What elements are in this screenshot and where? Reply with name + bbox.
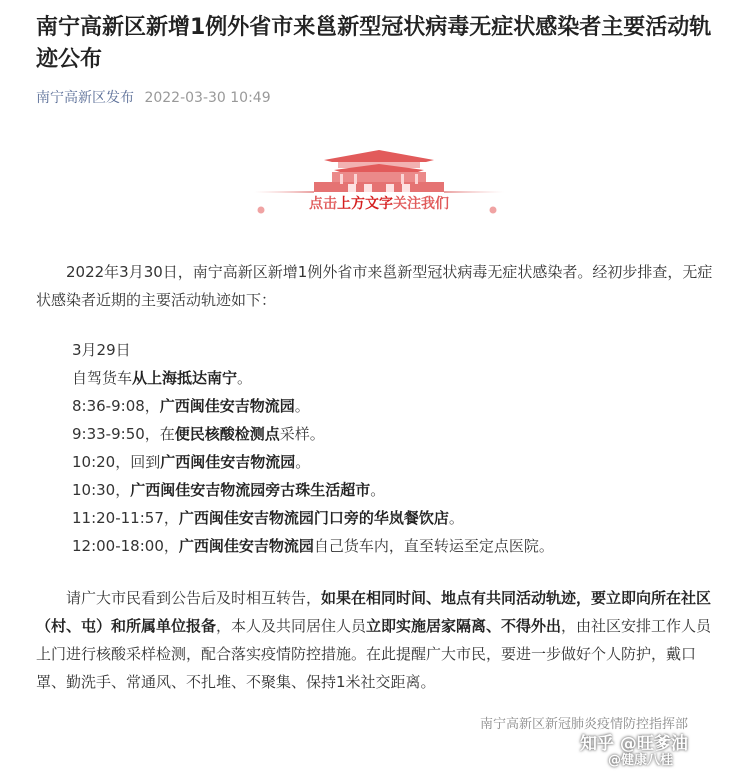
zhihu-watermark: 知乎 @旺爹油 (580, 734, 688, 754)
weibo-watermark: @健康八桂 (608, 753, 674, 768)
timeline-date: 3月29日 (72, 341, 131, 359)
article-meta (36, 88, 271, 108)
timeline-item: 自驾货车从上海抵达南宁。 (72, 369, 253, 387)
activity-timeline (72, 336, 716, 560)
timeline-item: 12:00-18:00，广西闽佳安吉物流园自己货车内，直至转运至定点医院。 (72, 537, 554, 555)
follow-banner[interactable] (254, 146, 504, 228)
timeline-item: 11:20-11:57，广西闽佳安吉物流园门口旁的华岚餐饮店。 (72, 509, 464, 527)
building-silhouette-icon (254, 146, 504, 194)
intro-paragraph: 2022年3月30日，南宁高新区新增1例外省市来邕新型冠状病毒无症状感染者。经初步排查，无症状感染者近期的主要活动轨迹如下： (36, 263, 713, 309)
notice-paragraph: 请广大市民看到公告后及时相互转告，如果在相同时间、地点有共同活动轨迹，要立即向所在社区（村、屯）和所属单位报备，本人及共同居住人员立即实施居家隔离、不得外出，由社区安排工作人员上门进行核酸采样检测，配合落实疫情防控措施。在此提醒广大市民，要进一步做好个人防护，戴口罩、勤洗手、常通风、不扎堆、不聚集、保持1米社交距离。 (36, 589, 712, 691)
timeline-item: 10:30，广西闽佳安吉物流园旁古珠生活超市。 (72, 481, 386, 499)
publish-date: 2022-03-30 10:49 (144, 90, 271, 106)
issuing-department: 南宁高新区新冠肺炎疫情防控指挥部 (480, 717, 689, 732)
timeline-item: 8:36-9:08，广西闽佳安吉物流园。 (72, 397, 310, 415)
timeline-item: 10:20，回到广西闽佳安吉物流园。 (72, 453, 311, 471)
timeline-item: 9:33-9:50，在便民核酸检测点采样。 (72, 425, 325, 443)
source-account-link[interactable]: 南宁高新区发布 (36, 90, 134, 106)
article-body (36, 258, 716, 696)
article-title: 南宁高新区新增1例外省市来邕新型冠状病毒无症状感染者主要活动轨迹公布 (36, 15, 712, 72)
follow-prompt: 点击上方文字关注我们 (309, 196, 449, 212)
